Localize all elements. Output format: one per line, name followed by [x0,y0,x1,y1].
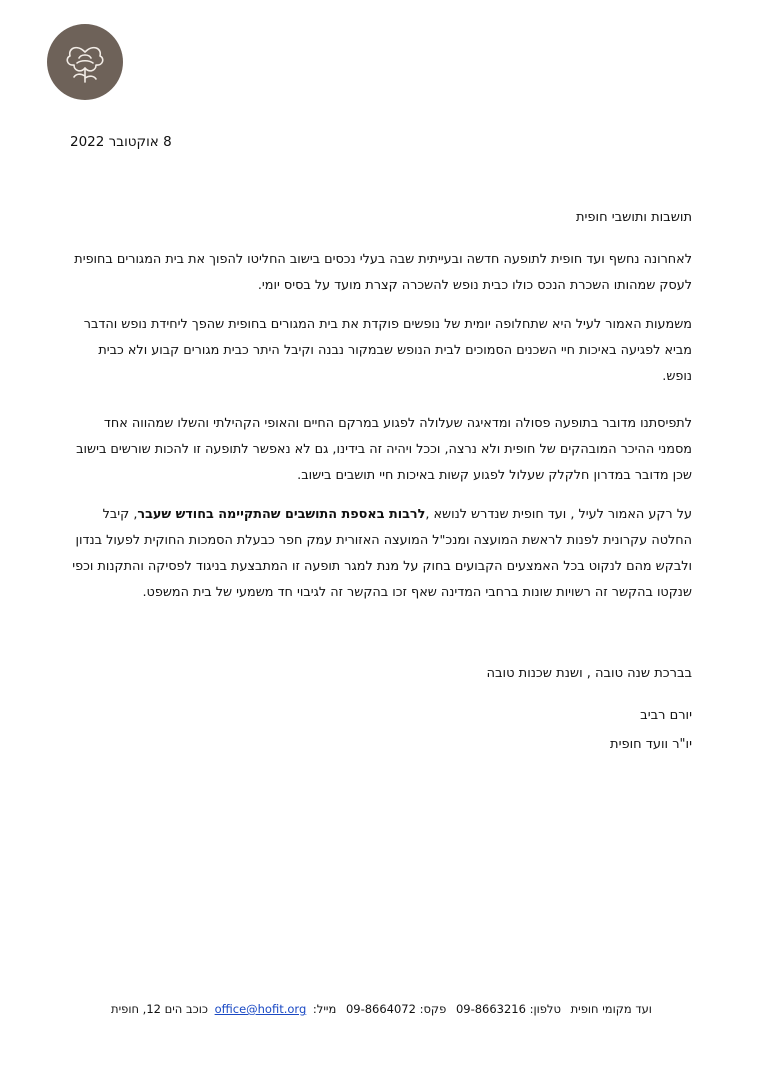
letter-paragraph-4 [68,502,692,606]
signer-title: יו"ר וועד חופית [610,737,692,752]
footer-org: ועד מקומי חופית [570,1002,652,1016]
letter-footer [0,1002,763,1016]
paragraph-4-start: על רקע האמור לעיל , ועד חופית שנדרש לנושא , [425,507,692,522]
flower-logo-icon [47,24,123,100]
letter-paragraph-1: לאחרונה נחשף ועד חופית לתופעה חדשה ובעייתית שבה בעלי נכסים בישוב החליטו להפוך את בית המגורים בחופית לעסק שמהותו השכרת הנכס כולו כבית נופש להשכרה קצרת מועד על בסיס יומי. [74,252,692,293]
footer-address: כוכב הים 12, חופית [111,1002,208,1016]
letter-greeting: תושבות ותושבי חופית [575,210,692,225]
flower-logo-svg [59,36,111,88]
footer-phone: טלפון: 09-8663216 [455,1002,561,1016]
letter-paragraph-3: לתפיסתנו מדובר בתופעה פסולה ומדאיגה שעלולה לפגוע במרקם החיים והאופי הקהילתי והשלו שמהווה אחד מסמני ההיכר המובהקים של חופית ולא נרצה, וככל ויהיה זה בידינו, גם לא נאפשר לתופעה זו להכות שורשים בישוב שכן מדובר במדרון חלקלק שעלול לפגוע קשות באיכות חיי תושבים בישוב. [76,416,692,483]
paragraph-4-bold: לרבות באספת התושבים שהתקיימה בחודש שעבר [137,507,426,522]
letter-date: 8 אוקטובר 2022 [70,134,172,150]
footer-email-link[interactable]: office@hofit.org [214,1002,307,1016]
letter-paragraph-2: משמעות האמור לעיל היא שתחלופה יומית של נופשים פוקדת את בית המגורים בחופית שהפך ליחידת נופש והדבר מביא לפגיעה באיכות חיי השכנים הסמוכים לבית הנופש שבמקור נבנה וקיבל היתר כבית מגורים קבוע ולא כבית נופש. [83,317,692,384]
footer-mail-label: מייל: [312,1002,337,1016]
signer-name: יורם רביב [640,708,692,723]
letter-closing: בברכת שנה טובה , ושנת שכנות טובה [486,666,692,681]
paragraph-4-end: , קיבל החלטה עקרונית לפנות לראשת המועצה ומנכ"ל המועצה האזורית עמק חפר כבעלת הסמכות החוקית לפעול בנדון ולבקש מהם לנקוט בכל האמצעים הקבועים בחוק על מנת למגר תופעה זו המתבצעת בניגוד לפסיקה והתקנות וכפי שנקטו בהקשר זה רשויות שונות ברחבי המדינה שאף זכו בהקשר זה לגיבוי חד משמעי של בית המשפט. [72,507,692,600]
footer-fax: פקס: 09-8664072 [345,1002,447,1016]
